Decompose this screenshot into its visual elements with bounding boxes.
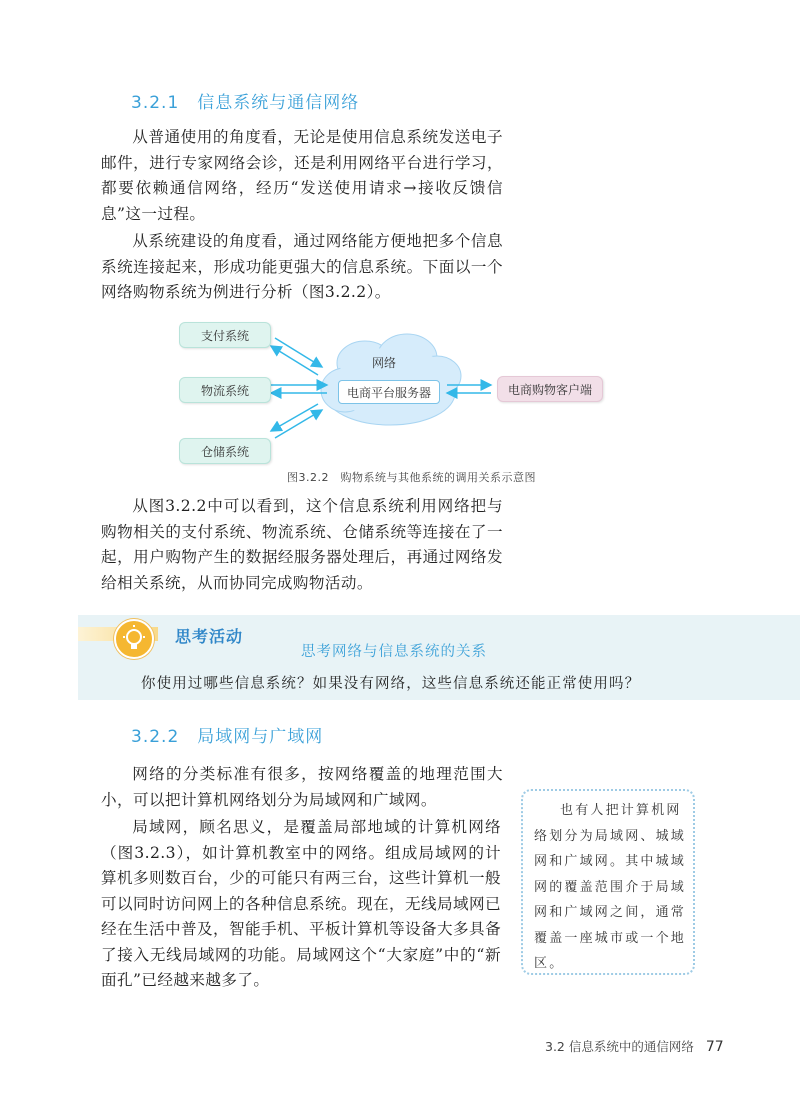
- lightbulb-icon: [114, 619, 154, 659]
- paragraph-network-classification: 网络的分类标准有很多，按网络覆盖的地理范围大小，可以把计算机网络划分为局域网和广域网。: [101, 765, 503, 809]
- page-footer: [545, 1037, 724, 1055]
- activity-title: 思考活动: [175, 627, 244, 646]
- section-number: 3.2.2: [131, 727, 180, 747]
- figure-shopping-system-diagram: [175, 318, 605, 488]
- page-number: 77: [705, 1039, 724, 1055]
- sidenote-text: 也有人把计算机网络划分为局域网、城域网和广域网。其中城域网的覆盖范围介于局域网和广域网之间，通常覆盖一座城市或一个地区。: [534, 803, 687, 971]
- section-heading-3-2-2: [131, 722, 323, 747]
- section-title: 信息系统与通信网络: [197, 93, 360, 113]
- warehouse-system-box: 仓储系统: [179, 438, 271, 464]
- paragraph-figure-explanation: 从图3.2.2中可以看到，这个信息系统利用网络把与购物相关的支付系统、物流系统、仓储系统等连接在了一起，用户购物产生的数据经服务器处理后，再通过网络发给相关系统，从而协同完成购物活动。: [101, 497, 503, 592]
- lightbulb-glyph-icon: [116, 621, 152, 657]
- payment-system-box: 支付系统: [179, 322, 271, 348]
- network-label: 网络: [372, 356, 397, 370]
- logistics-system-box: 物流系统: [179, 377, 271, 403]
- paragraph-construction-perspective: 从系统建设的角度看，通过网络能方便地把多个信息系统连接起来，形成功能更强大的信息系统。下面以一个网络购物系统为例进行分析（图3.2.2）。: [101, 232, 503, 301]
- shopping-client-box: 电商购物客户端: [497, 376, 603, 402]
- section-title: 局域网与广域网: [197, 727, 324, 747]
- ecommerce-server-box: 电商平台服务器: [338, 380, 440, 404]
- activity-question: 你使用过哪些信息系统？如果没有网络，这些信息系统还能正常使用吗？: [141, 676, 641, 692]
- paragraph-lan-description: 局域网，顾名思义，是覆盖局部地域的计算机网络（图3.2.3），如计算机教室中的网络。组成局域网的计算机多则数百台，少的可能只有两三台，这些计算机一般可以同时访问网上的各种信息系统。现在，无线局域网已经在生活中普及，智能手机、平板计算机等设备大多具备了接入无线局域网的功能。局域网这个“大家庭”中的“新面孔”已经越来越多了。: [101, 818, 501, 989]
- section-heading-3-2-1: [131, 88, 359, 113]
- footer-section-label: 3.2 信息系统中的通信网络: [545, 1039, 694, 1054]
- figure-caption: 图3.2.2 购物系统与其他系统的调用关系示意图: [287, 471, 536, 484]
- section-number: 3.2.1: [131, 93, 180, 113]
- paragraph-usage-perspective: 从普通使用的角度看，无论是使用信息系统发送电子邮件，进行专家网络会诊，还是利用网络平台进行学习，都要依赖通信网络，经历“发送使用请求→接收反馈信息”这一过程。: [101, 128, 503, 223]
- activity-subtitle: 思考网络与信息系统的关系: [301, 644, 487, 660]
